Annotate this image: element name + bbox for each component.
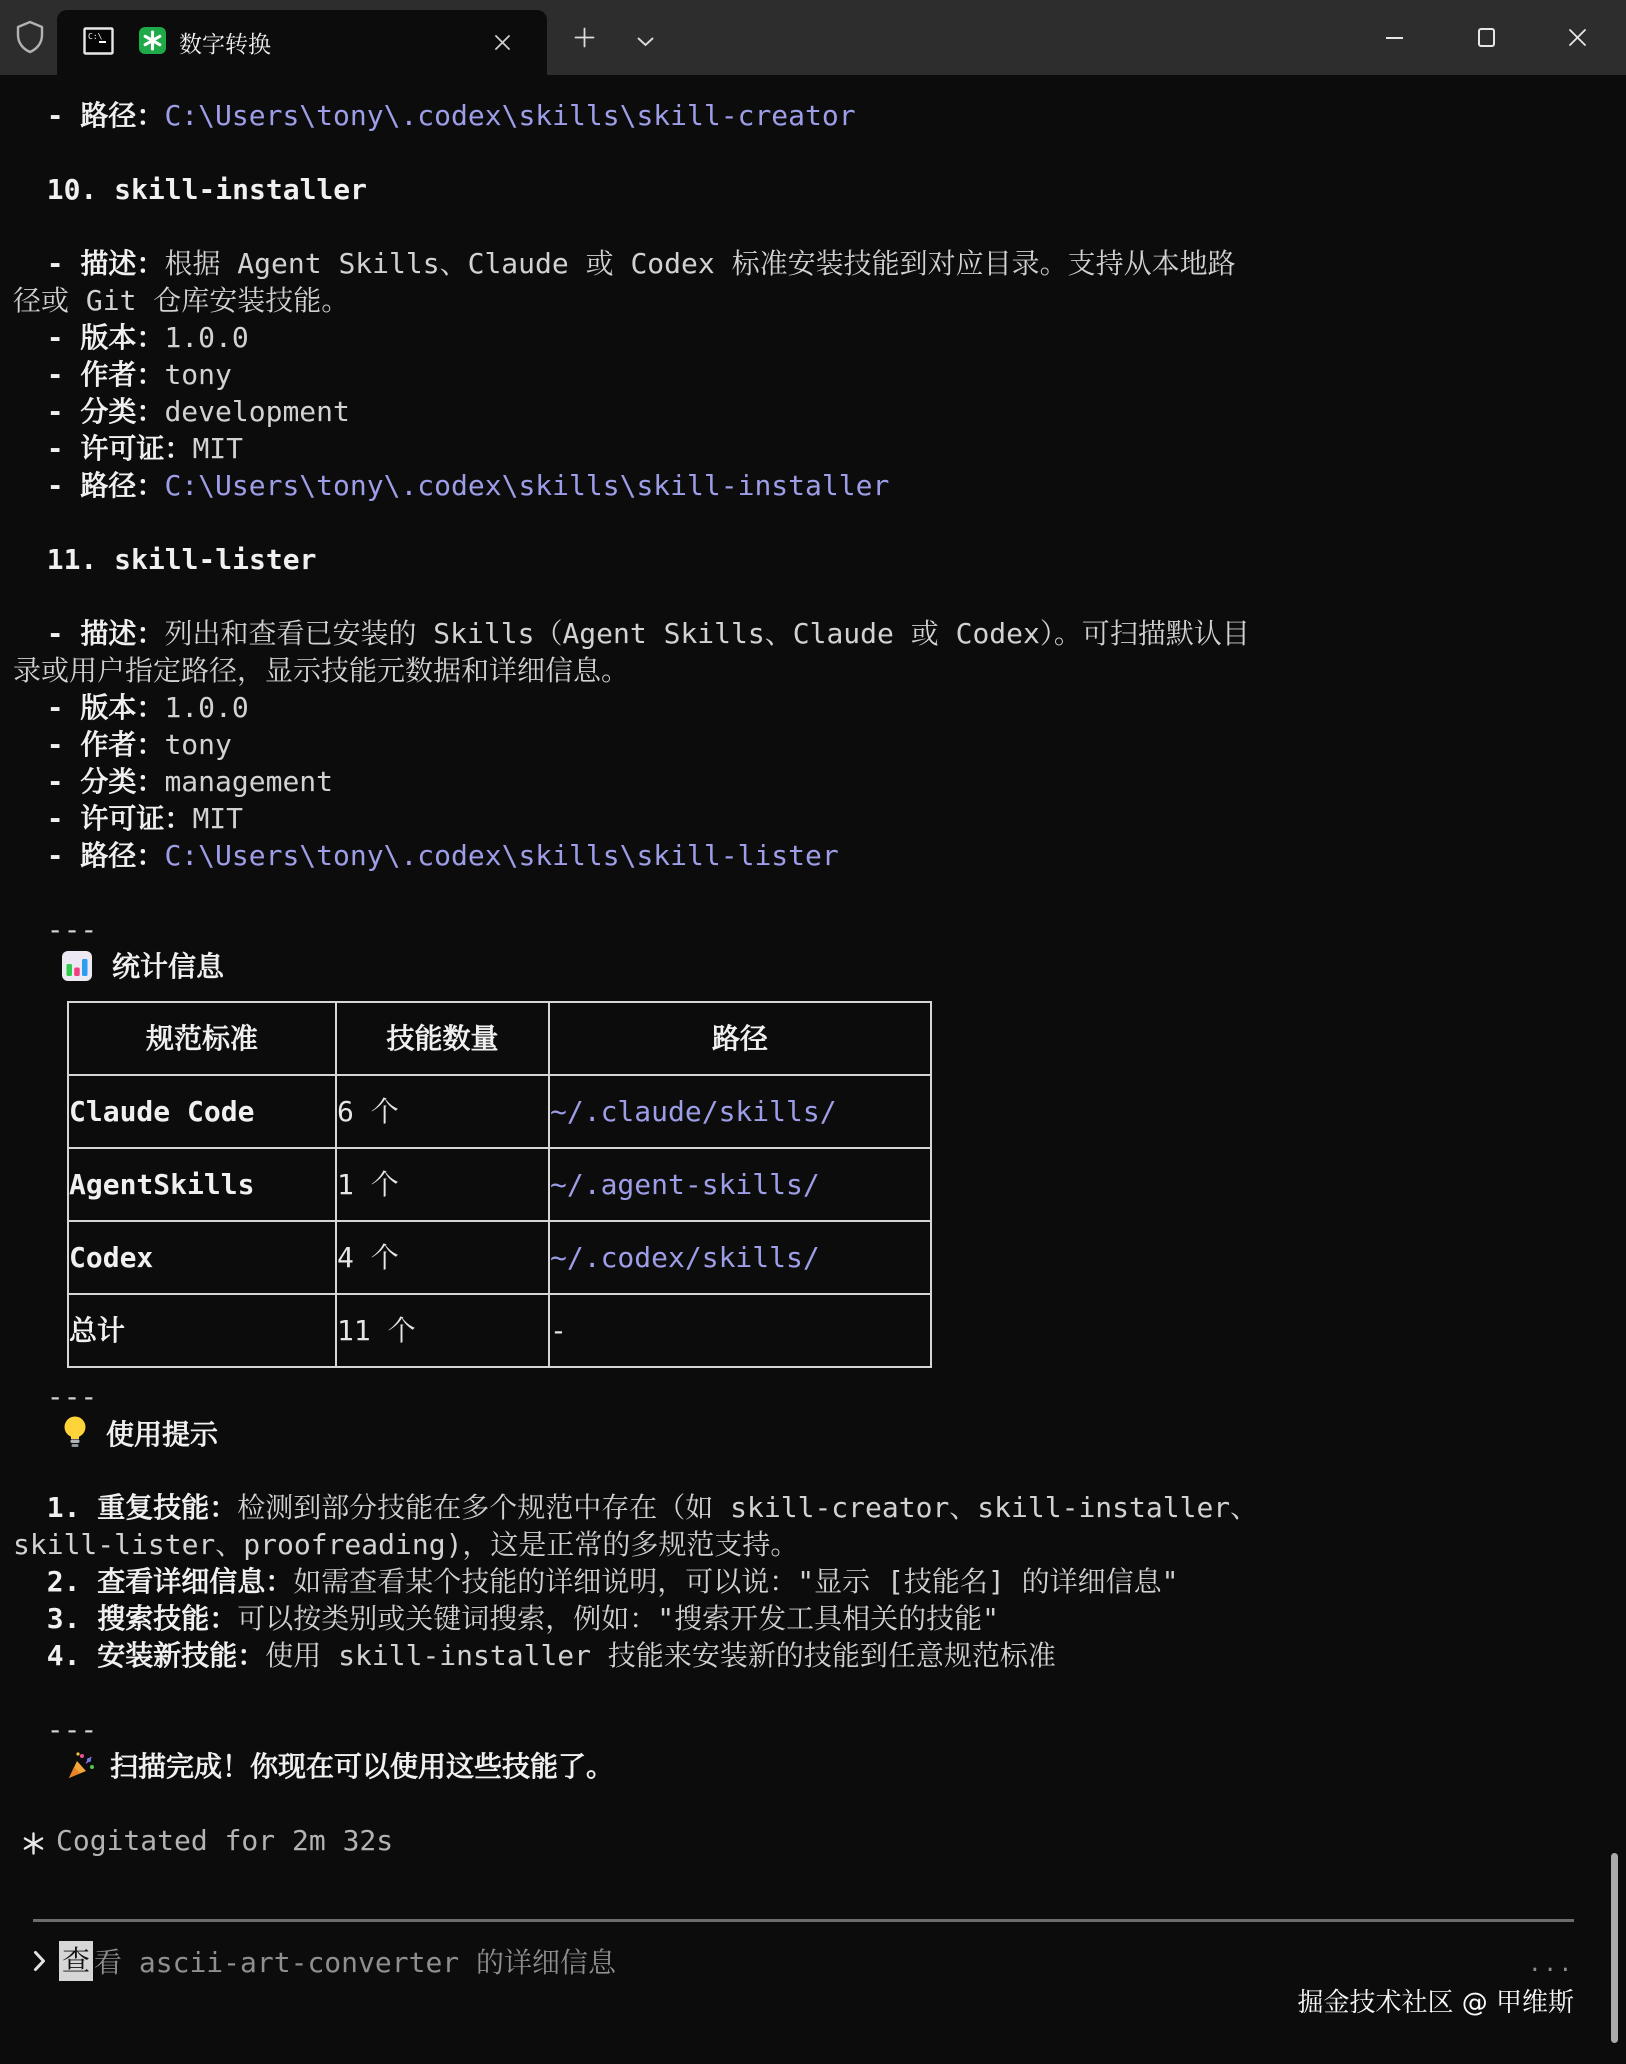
stats-header-standard: 规范标准 <box>68 1002 336 1075</box>
separator: --- <box>13 1380 98 1413</box>
minimize-icon <box>1386 37 1403 39</box>
svg-text:C:\: C:\ <box>88 31 103 41</box>
composer-typed-text: 看 ascii-art-converter 的详细信息 <box>94 1946 617 1979</box>
skill10-category: - 分类：development <box>13 395 350 428</box>
skill11-category: - 分类：management <box>13 765 334 798</box>
cmd-icon <box>83 27 114 59</box>
thinking-status-line <box>13 1822 1613 1859</box>
close-icon <box>1568 28 1587 47</box>
separator: --- <box>13 1713 98 1746</box>
skill11-license: - 许可证：MIT <box>13 802 244 835</box>
party-popper-icon <box>66 1751 96 1790</box>
tip-1-cont: skill-lister、proofreading)，这是正常的多规范支持。 <box>13 1528 799 1561</box>
watermark-text: 掘金技术社区 @ 甲维斯 <box>1297 1988 1574 2018</box>
cell-path: ~/.codex/skills/ <box>549 1221 931 1294</box>
separator: --- <box>13 913 98 946</box>
skill10-license: - 许可证：MIT <box>13 432 244 465</box>
tip-4: 4. 安装新技能：使用 skill-installer 技能来安装新的技能到任意规范标准 <box>13 1639 1056 1672</box>
cell-standard: 总计 <box>68 1294 336 1367</box>
admin-shield-icon <box>13 18 47 60</box>
skill10-heading: 10. skill-installer <box>13 173 368 206</box>
skill-lister-path: C:\Users\tony\.codex\skills\skill-lister <box>164 839 839 872</box>
cell-standard: AgentSkills <box>68 1148 336 1221</box>
stats-header-path: 路径 <box>549 1002 931 1075</box>
title-bar <box>0 0 1626 75</box>
skill11-heading: 11. skill-lister <box>13 543 317 576</box>
terminal-output <box>0 75 1626 1875</box>
stats-heading: 统计信息 <box>13 948 1613 985</box>
lightbulb-icon <box>62 1415 88 1458</box>
completion-line: 扫描完成！你现在可以使用这些技能了。 <box>13 1748 1613 1785</box>
skill-creator-path: C:\Users\tony\.codex\skills\skill-creator <box>164 99 856 132</box>
cell-path: ~/.claude/skills/ <box>549 1075 931 1148</box>
stats-header-row <box>68 1002 931 1075</box>
skill10-desc: - 描述：根据 Agent Skills、Claude 或 Codex 标准安装技能到对应目录。支持从本地路 <box>13 247 1236 280</box>
cell-count: 6 个 <box>336 1075 549 1148</box>
table-row-total <box>68 1294 931 1367</box>
thinking-status-text: Cogitated for 2m 32s <box>56 1824 394 1857</box>
cell-standard: Codex <box>68 1221 336 1294</box>
text-cursor: 查 <box>59 1941 93 1981</box>
new-tab-button[interactable] <box>574 27 595 52</box>
skill10-version: - 版本：1.0.0 <box>13 321 249 354</box>
skill10-author: - 作者：tony <box>13 358 232 391</box>
close-button[interactable] <box>1549 0 1605 75</box>
skill11-version: - 版本：1.0.0 <box>13 691 249 724</box>
stats-table <box>67 1001 932 1368</box>
codex-asterisk-icon <box>139 27 166 58</box>
skill11-author: - 作者：tony <box>13 728 232 761</box>
tab-dropdown-icon[interactable] <box>637 32 654 51</box>
skill10-path-line: - 路径：C:\Users\tony\.codex\skills\skill-installer <box>13 469 890 502</box>
tip-3: 3. 搜索技能：可以按类别或关键词搜索，例如："搜索开发工具相关的技能" <box>13 1602 1000 1635</box>
minimize-button[interactable] <box>1366 0 1422 75</box>
tab-title: 数字转换 <box>179 32 271 58</box>
skill-creator-path-line <box>13 97 1613 134</box>
skill11-path-line: - 路径：C:\Users\tony\.codex\skills\skill-lister <box>13 839 839 872</box>
composer-input[interactable] <box>33 1938 616 1984</box>
skill11-desc: - 描述：列出和查看已安装的 Skills（Agent Skills、Claude 或 Codex）。可扫描默认目 <box>13 617 1250 650</box>
table-row-claude-code <box>68 1075 931 1148</box>
prompt-chevron-icon <box>33 1949 46 1973</box>
scrollbar-thumb[interactable] <box>1611 1853 1618 2043</box>
skill10-desc-cont: 径或 Git 仓库安装技能。 <box>13 284 350 317</box>
tip-2: 2. 查看详细信息：如需查看某个技能的详细说明，可以说："显示 [技能名] 的详细信息" <box>13 1565 1179 1598</box>
cell-count: 4 个 <box>336 1221 549 1294</box>
cell-count: 11 个 <box>336 1294 549 1367</box>
table-row-codex <box>68 1221 931 1294</box>
maximize-button[interactable] <box>1458 0 1514 75</box>
skill-installer-path: C:\Users\tony\.codex\skills\skill-installer <box>164 469 890 502</box>
composer-more-indicator: ... <box>1528 1952 1574 1977</box>
cell-standard: Claude Code <box>68 1075 336 1148</box>
thinking-asterisk-icon <box>22 1827 45 1864</box>
composer-divider <box>33 1919 1574 1922</box>
terminal-tab[interactable] <box>57 10 547 75</box>
tips-heading: 使用提示 <box>13 1415 1613 1452</box>
cell-path: - <box>549 1294 931 1367</box>
cell-path: ~/.agent-skills/ <box>549 1148 931 1221</box>
maximize-icon <box>1478 28 1495 47</box>
tip-1: 1. 重复技能：检测到部分技能在多个规范中存在（如 skill-creator、skill-installer、 <box>13 1491 1259 1524</box>
tab-close-icon[interactable] <box>494 34 511 55</box>
bar-chart-icon <box>62 951 92 990</box>
table-row-agentskills <box>68 1148 931 1221</box>
path-label: - 路径： <box>13 99 165 132</box>
skill11-desc-cont: 录或用户指定路径，显示技能元数据和详细信息。 <box>13 654 630 687</box>
stats-header-count: 技能数量 <box>336 1002 549 1075</box>
cell-count: 1 个 <box>336 1148 549 1221</box>
